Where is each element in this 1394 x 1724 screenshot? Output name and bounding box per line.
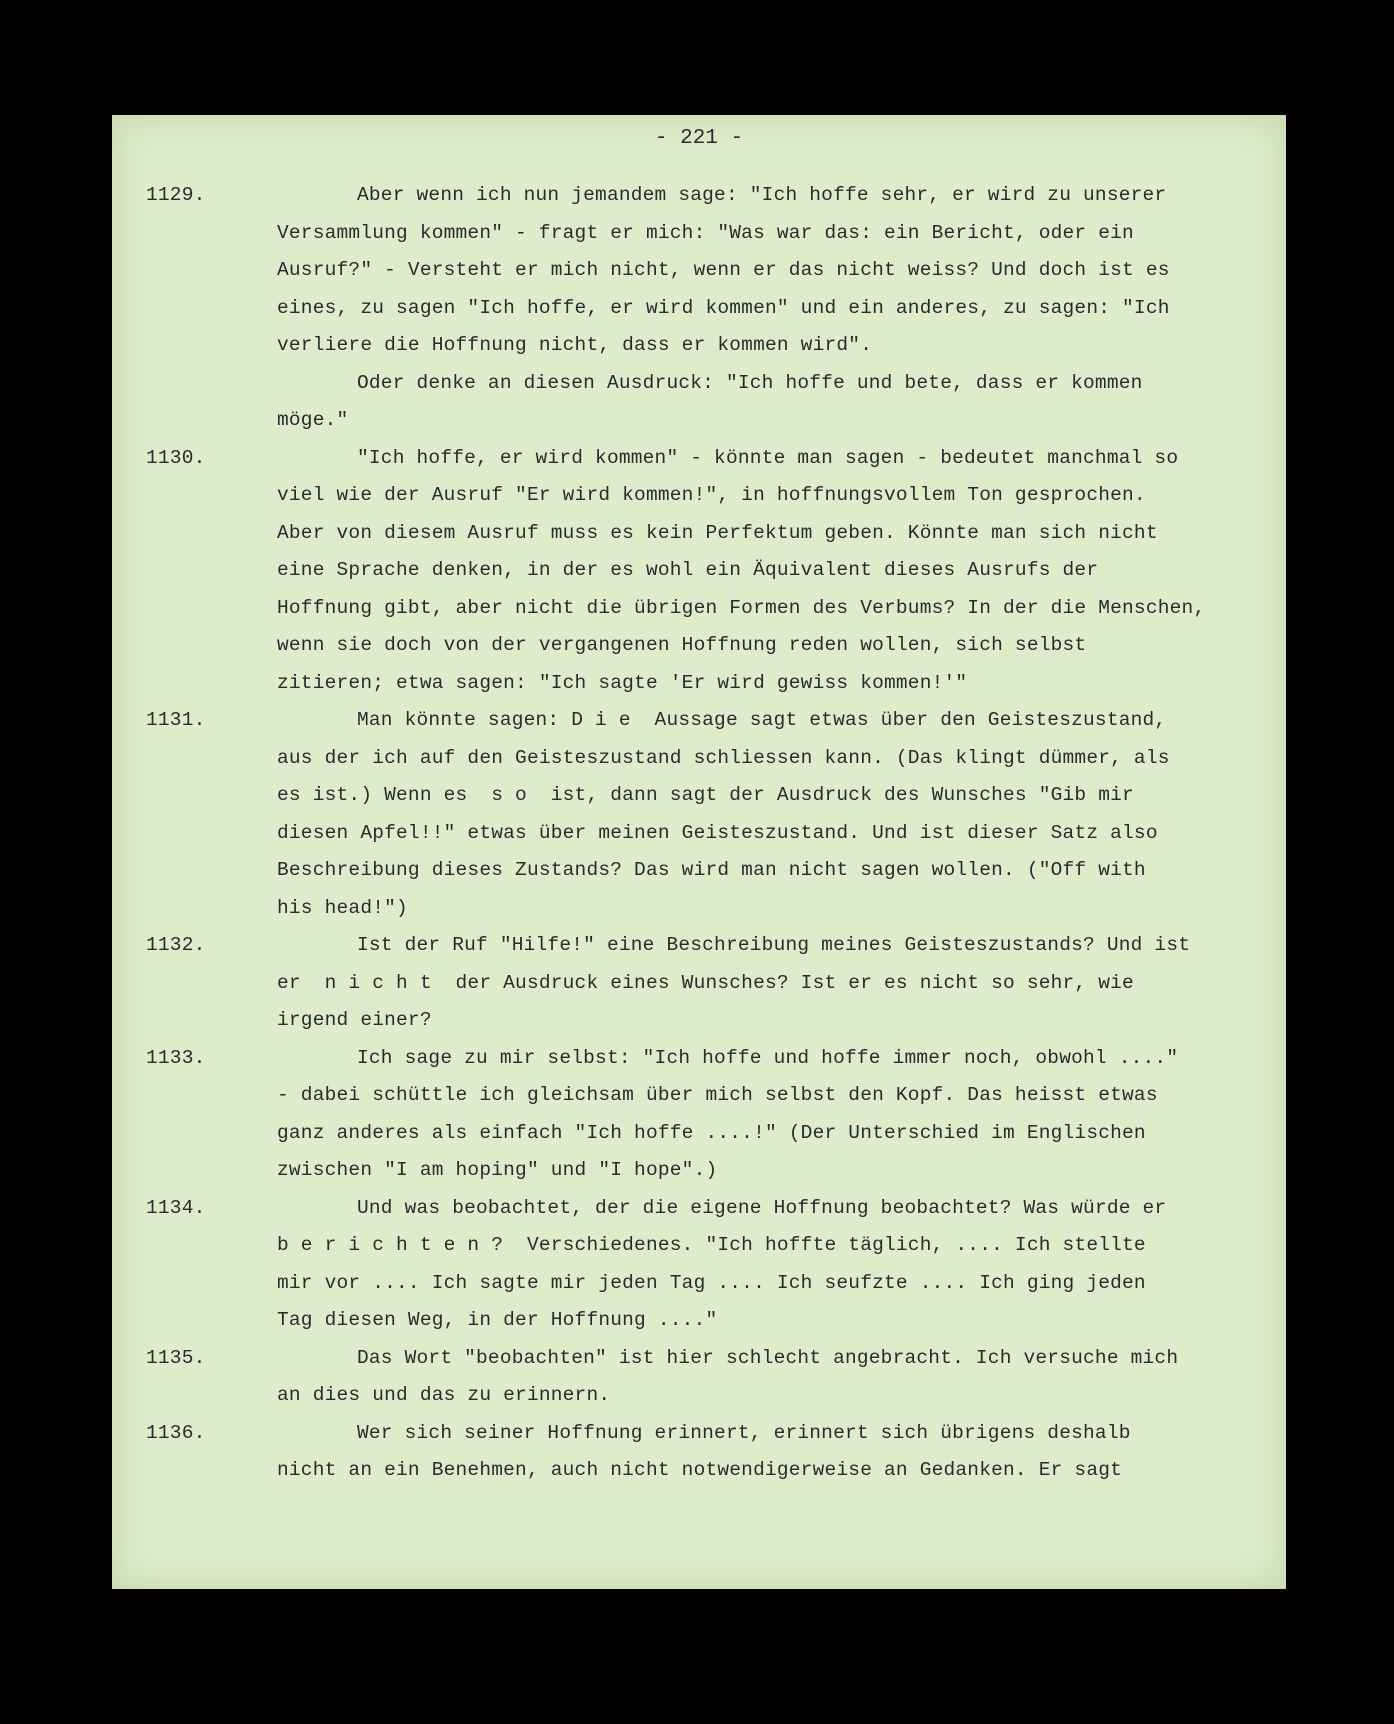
paragraph-number: 1129.	[146, 184, 206, 206]
text-line: Oder denke an diesen Ausdruck: "Ich hoffe und bete, dass er kommen	[357, 371, 1143, 394]
text-line: es ist.) Wenn es s o ist, dann sagt der Ausdruck des Wunsches "Gib mir	[277, 784, 1134, 806]
text-line: verliere die Hoffnung nicht, dass er kommen wird".	[277, 334, 873, 356]
typescript-page	[112, 115, 1286, 1589]
text-line: er n i c h t der Ausdruck eines Wunsches? Ist er es nicht so sehr, wie	[277, 971, 1134, 994]
text-line: - dabei schüttle ich gleichsam über mich selbst den Kopf. Das heisst etwas	[277, 1084, 1158, 1106]
paragraph-number: 1134.	[146, 1196, 206, 1219]
paragraph-1131	[146, 702, 1281, 927]
paragraph-number: 1135.	[146, 1346, 206, 1369]
text-line: diesen Apfel!!" etwas über meinen Geisteszustand. Und ist dieser Satz also	[277, 821, 1158, 844]
text-line: Aber wenn ich nun jemandem sage: "Ich hoffe sehr, er wird zu unserer	[357, 184, 1167, 206]
text-line: aus der ich auf den Geisteszustand schliessen kann. (Das klingt dümmer, als	[277, 746, 1170, 769]
text-line: viel wie der Ausruf "Er wird kommen!", in hoffnungsvollem Ton gesprochen.	[277, 484, 1146, 506]
text-line: Beschreibung dieses Zustands? Das wird man nicht sagen wollen. ("Off with	[277, 859, 1146, 881]
text-line: wenn sie doch von der vergangenen Hoffnung reden wollen, sich selbst	[277, 634, 1087, 656]
paragraph-number: 1133.	[146, 1046, 206, 1069]
paragraph-number: 1132.	[146, 934, 206, 956]
paragraph-number: 1136.	[146, 1421, 206, 1444]
paragraph-number: 1131.	[146, 709, 206, 731]
text-line: eine Sprache denken, in der es wohl ein Äquivalent dieses Ausrufs der	[277, 559, 1099, 581]
typescript-body	[146, 177, 1281, 1490]
text-line: ganz anderes als einfach "Ich hoffe ....!" (Der Unterschied im Englischen	[277, 1121, 1146, 1144]
paragraph-number: 1130.	[146, 446, 206, 469]
text-line: mir vor .... Ich sagte mir jeden Tag .... Ich seufzte .... Ich ging jeden	[277, 1271, 1146, 1294]
paragraph-1133	[146, 1040, 1281, 1190]
text-line: Tag diesen Weg, in der Hoffnung ...."	[277, 1309, 718, 1331]
paragraph-1134	[146, 1190, 1281, 1340]
paragraph-1132	[146, 927, 1281, 1040]
text-line: zwischen "I am hoping" und "I hope".)	[277, 1159, 718, 1181]
text-line: eines, zu sagen "Ich hoffe, er wird kommen" und ein anderes, zu sagen: "Ich	[277, 296, 1170, 319]
text-line: irgend einer?	[277, 1009, 432, 1031]
text-line: his head!")	[277, 896, 408, 919]
text-line: möge."	[277, 409, 349, 431]
paragraph-1135	[146, 1340, 1281, 1415]
text-line: Das Wort "beobachten" ist hier schlecht angebracht. Ich versuche mich	[357, 1346, 1179, 1369]
text-line: Aber von diesem Ausruf muss es kein Perfektum geben. Könnte man sich nicht	[277, 521, 1158, 544]
text-line: Und was beobachtet, der die eigene Hoffnung beobachtet? Was würde er	[357, 1196, 1167, 1219]
text-line: Ich sage zu mir selbst: "Ich hoffe und hoffe immer noch, obwohl ...."	[357, 1046, 1179, 1069]
text-line: b e r i c h t e n ? Verschiedenes. "Ich hoffte täglich, .... Ich stellte	[277, 1234, 1146, 1256]
paragraph-1130	[146, 440, 1281, 703]
text-line: an dies und das zu erinnern.	[277, 1384, 611, 1406]
text-line: Ausruf?" - Versteht er mich nicht, wenn er das nicht weiss? Und doch ist es	[277, 259, 1170, 281]
text-line: Versammlung kommen" - fragt er mich: "Was war das: ein Bericht, oder ein	[277, 221, 1134, 244]
text-line: Man könnte sagen: D i e Aussage sagt etwas über den Geisteszustand,	[357, 709, 1167, 731]
text-line: Wer sich seiner Hoffnung erinnert, erinnert sich übrigens deshalb	[357, 1421, 1131, 1444]
text-line: Hoffnung gibt, aber nicht die übrigen Formen des Verbums? In der die Menschen,	[277, 596, 1206, 619]
text-line: zitieren; etwa sagen: "Ich sagte 'Er wird gewiss kommen!'"	[277, 671, 968, 694]
text-line: "Ich hoffe, er wird kommen" - könnte man sagen - bedeutet manchmal so	[357, 446, 1179, 469]
page-number: - 221 -	[654, 127, 744, 150]
text-line: nicht an ein Benehmen, auch nicht notwendigerweise an Gedanken. Er sagt	[277, 1459, 1123, 1481]
paragraph-1136	[146, 1415, 1281, 1490]
paragraph-1129	[146, 177, 1281, 440]
text-line: Ist der Ruf "Hilfe!" eine Beschreibung meines Geisteszustands? Und ist	[357, 934, 1191, 956]
